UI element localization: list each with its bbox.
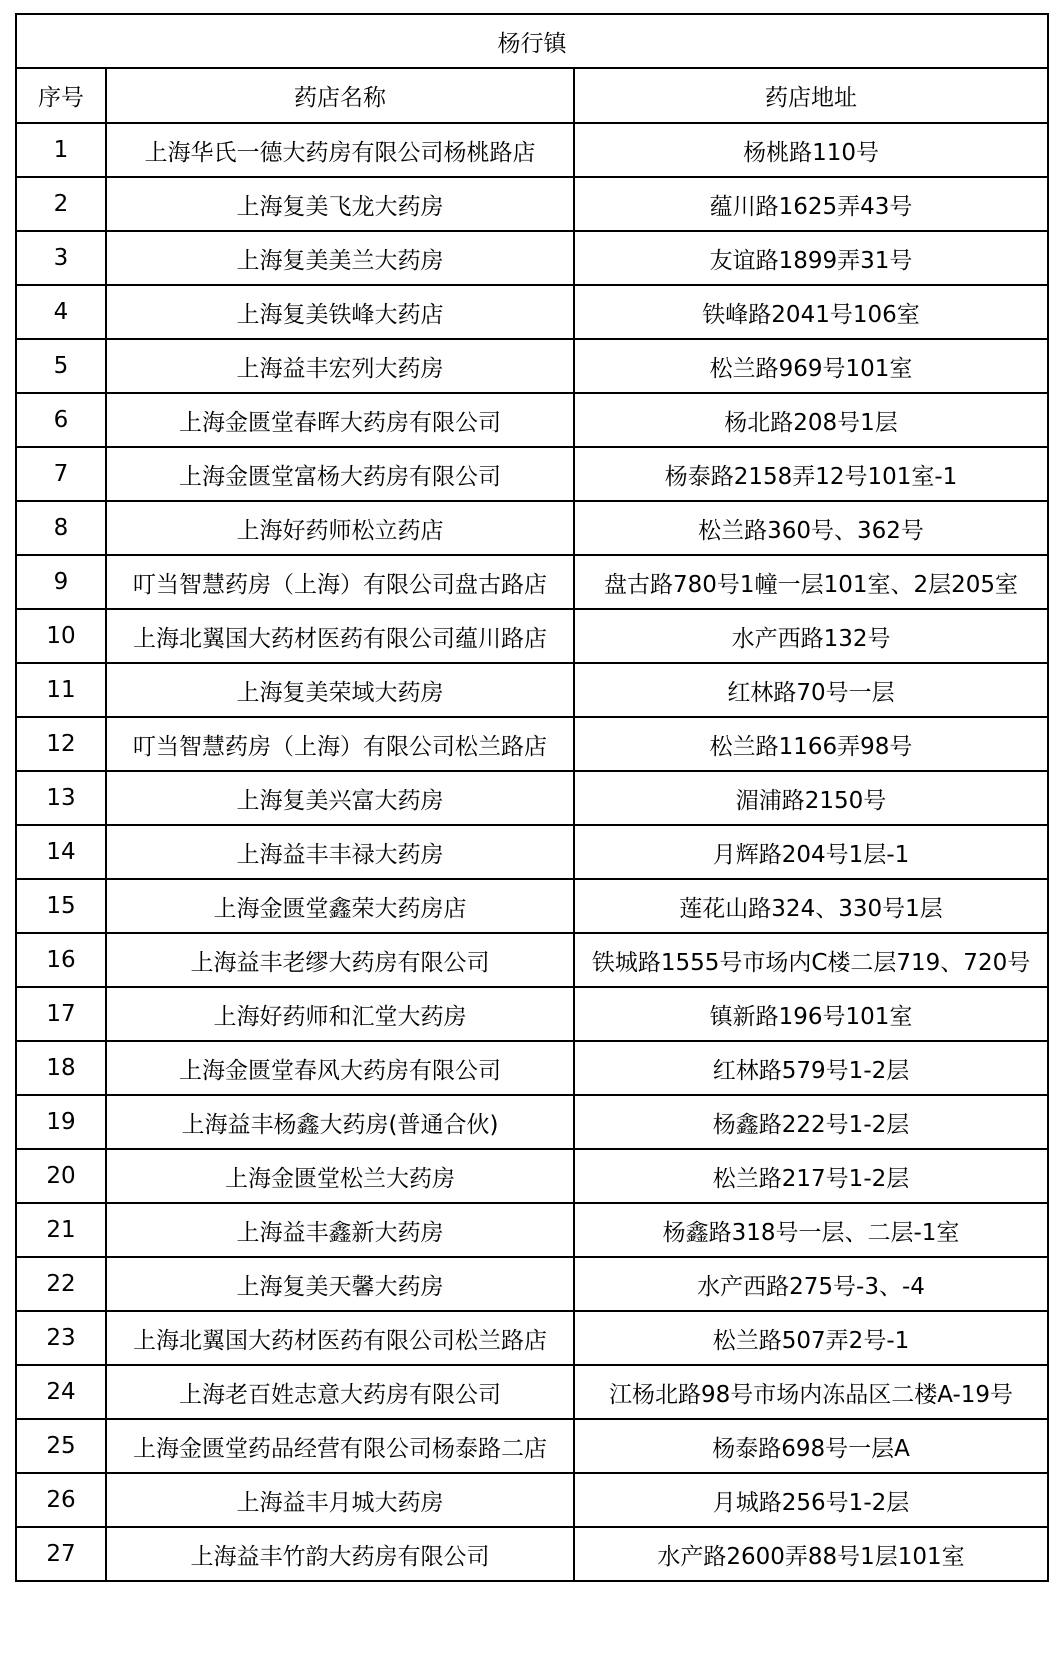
row-pharmacy-address-cell: 松兰路217号1-2层 <box>574 1149 1048 1203</box>
row-index-cell: 21 <box>16 1203 106 1257</box>
header-pharmacy-address: 药店地址 <box>574 68 1048 123</box>
row-pharmacy-name-cell: 上海华氏一德大药房有限公司杨桃路店 <box>106 123 574 177</box>
row-pharmacy-address-cell: 红林路579号1-2层 <box>574 1041 1048 1095</box>
row-index-cell: 19 <box>16 1095 106 1149</box>
row-pharmacy-name-cell: 上海益丰宏列大药房 <box>106 339 574 393</box>
row-pharmacy-address-cell: 杨桃路110号 <box>574 123 1048 177</box>
table-row <box>16 663 1048 717</box>
table-body <box>16 123 1048 1581</box>
table-row <box>16 447 1048 501</box>
table-row <box>16 339 1048 393</box>
table-row <box>16 231 1048 285</box>
row-index-cell: 3 <box>16 231 106 285</box>
row-pharmacy-name-cell: 上海益丰鑫新大药房 <box>106 1203 574 1257</box>
row-index-cell: 25 <box>16 1419 106 1473</box>
row-index-cell: 27 <box>16 1527 106 1581</box>
table-row <box>16 717 1048 771</box>
table-row <box>16 825 1048 879</box>
row-pharmacy-address-cell: 水产西路275号-3、-4 <box>574 1257 1048 1311</box>
row-index-cell: 12 <box>16 717 106 771</box>
row-pharmacy-address-cell: 水产西路132号 <box>574 609 1048 663</box>
row-pharmacy-address-cell: 月辉路204号1层-1 <box>574 825 1048 879</box>
row-index-cell: 16 <box>16 933 106 987</box>
row-pharmacy-name-cell: 上海好药师松立药店 <box>106 501 574 555</box>
row-pharmacy-name-cell: 上海复美天馨大药房 <box>106 1257 574 1311</box>
table-row <box>16 1203 1048 1257</box>
row-pharmacy-name-cell: 上海益丰老缪大药房有限公司 <box>106 933 574 987</box>
row-index-cell: 22 <box>16 1257 106 1311</box>
row-pharmacy-address-cell: 松兰路360号、362号 <box>574 501 1048 555</box>
table-row <box>16 1473 1048 1527</box>
table-row <box>16 555 1048 609</box>
pharmacy-table <box>15 13 1049 1582</box>
row-pharmacy-name-cell: 上海益丰杨鑫大药房(普通合伙) <box>106 1095 574 1149</box>
row-pharmacy-address-cell: 湄浦路2150号 <box>574 771 1048 825</box>
row-pharmacy-name-cell: 上海益丰竹韵大药房有限公司 <box>106 1527 574 1581</box>
row-pharmacy-address-cell: 杨鑫路318号一层、二层-1室 <box>574 1203 1048 1257</box>
row-index-cell: 24 <box>16 1365 106 1419</box>
table-row <box>16 1095 1048 1149</box>
table-row <box>16 177 1048 231</box>
table-row <box>16 1257 1048 1311</box>
row-pharmacy-name-cell: 叮当智慧药房（上海）有限公司松兰路店 <box>106 717 574 771</box>
table-row <box>16 1419 1048 1473</box>
table-row <box>16 987 1048 1041</box>
row-pharmacy-address-cell: 镇新路196号101室 <box>574 987 1048 1041</box>
row-pharmacy-address-cell: 松兰路507弄2号-1 <box>574 1311 1048 1365</box>
row-index-cell: 6 <box>16 393 106 447</box>
row-pharmacy-name-cell: 上海好药师和汇堂大药房 <box>106 987 574 1041</box>
row-index-cell: 10 <box>16 609 106 663</box>
table-row <box>16 1527 1048 1581</box>
row-pharmacy-address-cell: 杨泰路2158弄12号101室-1 <box>574 447 1048 501</box>
row-index-cell: 2 <box>16 177 106 231</box>
row-pharmacy-name-cell: 上海复美飞龙大药房 <box>106 177 574 231</box>
table-title: 杨行镇 <box>16 14 1048 68</box>
row-pharmacy-address-cell: 杨鑫路222号1-2层 <box>574 1095 1048 1149</box>
row-pharmacy-name-cell: 上海金匮堂春晖大药房有限公司 <box>106 393 574 447</box>
row-index-cell: 5 <box>16 339 106 393</box>
row-index-cell: 7 <box>16 447 106 501</box>
table-row <box>16 933 1048 987</box>
table-row <box>16 1041 1048 1095</box>
row-pharmacy-name-cell: 上海老百姓志意大药房有限公司 <box>106 1365 574 1419</box>
row-pharmacy-address-cell: 杨北路208号1层 <box>574 393 1048 447</box>
row-pharmacy-name-cell: 上海金匮堂鑫荣大药房店 <box>106 879 574 933</box>
row-pharmacy-address-cell: 松兰路969号101室 <box>574 339 1048 393</box>
row-pharmacy-address-cell: 蕴川路1625弄43号 <box>574 177 1048 231</box>
row-pharmacy-address-cell: 水产路2600弄88号1层101室 <box>574 1527 1048 1581</box>
row-index-cell: 1 <box>16 123 106 177</box>
row-index-cell: 11 <box>16 663 106 717</box>
row-index-cell: 20 <box>16 1149 106 1203</box>
table-header-row <box>16 68 1048 123</box>
row-pharmacy-name-cell: 叮当智慧药房（上海）有限公司盘古路店 <box>106 555 574 609</box>
row-pharmacy-name-cell: 上海金匮堂药品经营有限公司杨泰路二店 <box>106 1419 574 1473</box>
row-index-cell: 23 <box>16 1311 106 1365</box>
row-pharmacy-name-cell: 上海复美美兰大药房 <box>106 231 574 285</box>
row-pharmacy-name-cell: 上海复美荣域大药房 <box>106 663 574 717</box>
row-pharmacy-address-cell: 江杨北路98号市场内冻品区二楼A-19号 <box>574 1365 1048 1419</box>
table-row <box>16 1311 1048 1365</box>
table-row <box>16 879 1048 933</box>
row-index-cell: 8 <box>16 501 106 555</box>
row-pharmacy-address-cell: 铁城路1555号市场内C楼二层719、720号 <box>574 933 1048 987</box>
row-pharmacy-name-cell: 上海金匮堂松兰大药房 <box>106 1149 574 1203</box>
row-index-cell: 4 <box>16 285 106 339</box>
table-row <box>16 393 1048 447</box>
row-index-cell: 18 <box>16 1041 106 1095</box>
row-pharmacy-name-cell: 上海金匮堂春风大药房有限公司 <box>106 1041 574 1095</box>
table-row <box>16 1149 1048 1203</box>
table-row <box>16 1365 1048 1419</box>
row-index-cell: 14 <box>16 825 106 879</box>
row-index-cell: 26 <box>16 1473 106 1527</box>
table-row <box>16 771 1048 825</box>
row-pharmacy-address-cell: 松兰路1166弄98号 <box>574 717 1048 771</box>
row-pharmacy-name-cell: 上海金匮堂富杨大药房有限公司 <box>106 447 574 501</box>
row-index-cell: 9 <box>16 555 106 609</box>
row-pharmacy-address-cell: 莲花山路324、330号1层 <box>574 879 1048 933</box>
table-title-row <box>16 14 1048 68</box>
row-pharmacy-name-cell: 上海北翼国大药材医药有限公司蕴川路店 <box>106 609 574 663</box>
row-pharmacy-name-cell: 上海复美铁峰大药店 <box>106 285 574 339</box>
row-index-cell: 15 <box>16 879 106 933</box>
row-pharmacy-address-cell: 盘古路780号1幢一层101室、2层205室 <box>574 555 1048 609</box>
header-index: 序号 <box>16 68 106 123</box>
header-pharmacy-name: 药店名称 <box>106 68 574 123</box>
row-pharmacy-address-cell: 友谊路1899弄31号 <box>574 231 1048 285</box>
row-pharmacy-address-cell: 月城路256号1-2层 <box>574 1473 1048 1527</box>
row-pharmacy-name-cell: 上海北翼国大药材医药有限公司松兰路店 <box>106 1311 574 1365</box>
table-row <box>16 123 1048 177</box>
row-pharmacy-address-cell: 杨泰路698号一层A <box>574 1419 1048 1473</box>
row-pharmacy-name-cell: 上海复美兴富大药房 <box>106 771 574 825</box>
row-pharmacy-address-cell: 红林路70号一层 <box>574 663 1048 717</box>
table-row <box>16 609 1048 663</box>
table-row <box>16 501 1048 555</box>
row-pharmacy-name-cell: 上海益丰丰禄大药房 <box>106 825 574 879</box>
table-row <box>16 285 1048 339</box>
row-pharmacy-name-cell: 上海益丰月城大药房 <box>106 1473 574 1527</box>
row-index-cell: 17 <box>16 987 106 1041</box>
row-index-cell: 13 <box>16 771 106 825</box>
row-pharmacy-address-cell: 铁峰路2041号106室 <box>574 285 1048 339</box>
